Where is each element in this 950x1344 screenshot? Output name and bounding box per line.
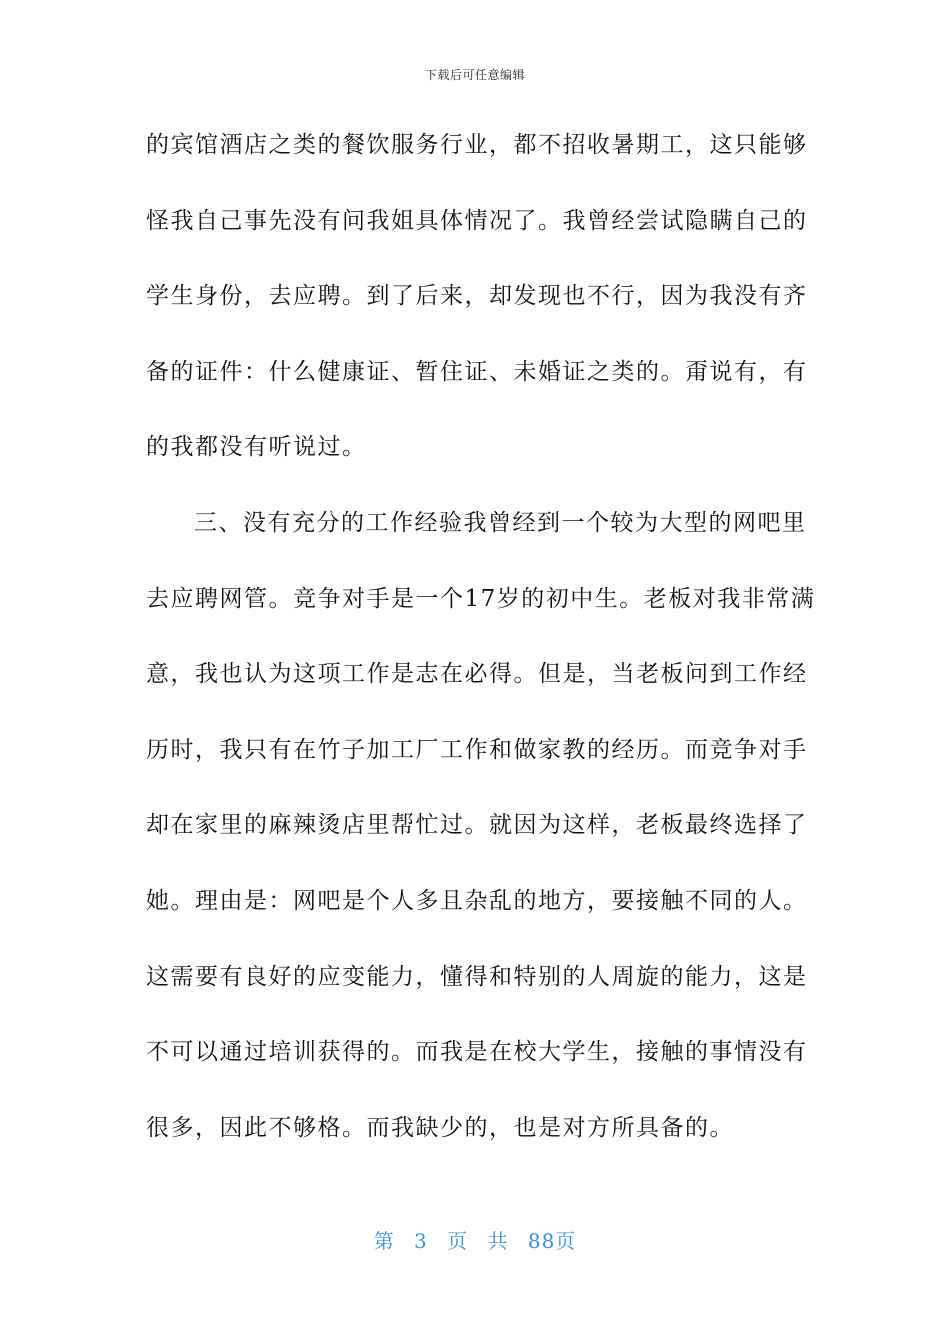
text-line: 却在家里的麻辣烫店里帮忙过。就因为这样，老板最终选择了 — [146, 812, 808, 839]
text-line: 历时，我只有在竹子加工厂工作和做家教的经历。而竞争对手 — [146, 736, 808, 763]
text-line: 的我都没有听说过。 — [146, 434, 367, 461]
text-line: 她。理由是：网吧是个人多且杂乱的地方，要接触不同的人。 — [146, 887, 808, 914]
text-line: 不可以通过培训获得的。而我是在校大学生，接触的事情没有 — [146, 1039, 808, 1066]
text-line: 意，我也认为这项工作是志在必得。但是，当老板问到工作经 — [146, 661, 808, 688]
text-line: 很多，因此不够格。而我缺少的，也是对方所具备的。 — [146, 1114, 734, 1141]
text-line: 去应聘网管。竞争对手是一个17岁的初中生。老板对我非常满 — [146, 585, 816, 612]
text-line: 这需要有良好的应变能力，懂得和特别的人周旋的能力，这是 — [146, 963, 808, 990]
page-header: 下载后可任意编辑 — [424, 68, 525, 82]
total-pages: 88页 — [527, 1229, 577, 1253]
text-line: 怪我自己事先没有问我姐具体情况了。我曾经尝试隐瞒自己的 — [146, 207, 808, 234]
document-body — [146, 120, 816, 1178]
page-middle-label: 页 — [447, 1229, 469, 1253]
page-footer — [0, 1225, 950, 1254]
paragraph-start-line: 三、没有充分的工作经验我曾经到一个较为大型的网吧里 — [194, 509, 807, 536]
total-label: 共 — [487, 1229, 509, 1253]
page-prefix: 第 — [373, 1229, 395, 1253]
text-line: 学生身份，去应聘。到了后来，却发现也不行，因为我没有齐 — [146, 283, 808, 310]
current-page-number: 3 — [414, 1229, 428, 1253]
text-line: 备的证件：什么健康证、暂住证、未婚证之类的。甭说有，有 — [146, 358, 808, 385]
text-line: 的宾馆酒店之类的餐饮服务行业，都不招收暑期工，这只能够 — [146, 132, 808, 158]
